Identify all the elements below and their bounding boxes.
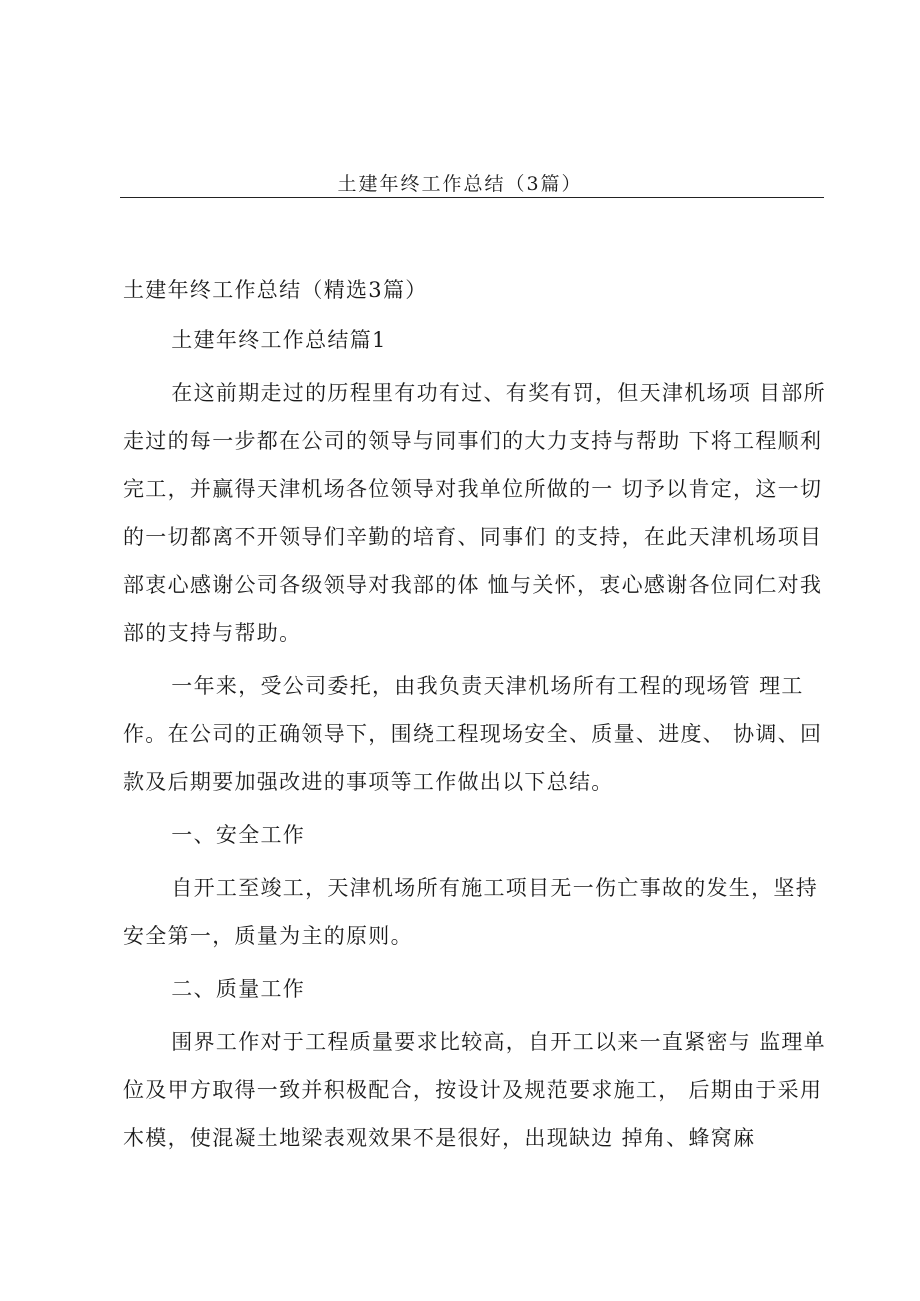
chapter-title: 土建年终工作总结篇1 xyxy=(171,328,387,352)
header-divider xyxy=(120,197,824,198)
section-heading-safety: 一、安全工作 xyxy=(171,823,306,847)
document-subtitle: 土建年终工作总结（精选3篇） xyxy=(123,278,428,302)
section-text-safety: 自开工至竣工，天津机场所有施工项目无一伤亡事故的发生，坚持安全第一，质量为主的原则。 xyxy=(123,876,818,948)
body-paragraph: 一年来，受公司委托，由我负责天津机场所有工程的现场管 理工作。在公司的正确领导下，围绕工程现场安全、质量、进度、 协调、回款及后期要加强改进的事项等工作做出以下总结。 xyxy=(123,674,823,794)
section-heading-quality: 二、质量工作 xyxy=(171,977,306,1001)
section-text-quality: 围界工作对于工程质量要求比较高，自开工以来一直紧密与 监理单位及甲方取得一致并积极配合，按设计及规范要求施工， 后期由于采用木模，使混凝土地梁表观效果不是很好，出现缺边 掉角、蜂窝麻 xyxy=(123,1030,826,1150)
body-paragraph: 在这前期走过的历程里有功有过、有奖有罚，但天津机场项 目部所走过的每一步都在公司的领导与同事们的大力支持与帮助 下将工程顺利完工，并赢得天津机场各位领导对我单位所做的一 切予以肯定，这一切的一切都离不开领导们辛勤的培育、同事们 的支持，在此天津机场项目部衷心感谢公司各级领导对我部的体 恤与关怀，衷心感谢各位同仁对我部的支持与帮助。 xyxy=(123,381,826,645)
document-body xyxy=(123,266,829,1167)
page-header-title: 土建年终工作总结（3篇） xyxy=(337,173,583,195)
